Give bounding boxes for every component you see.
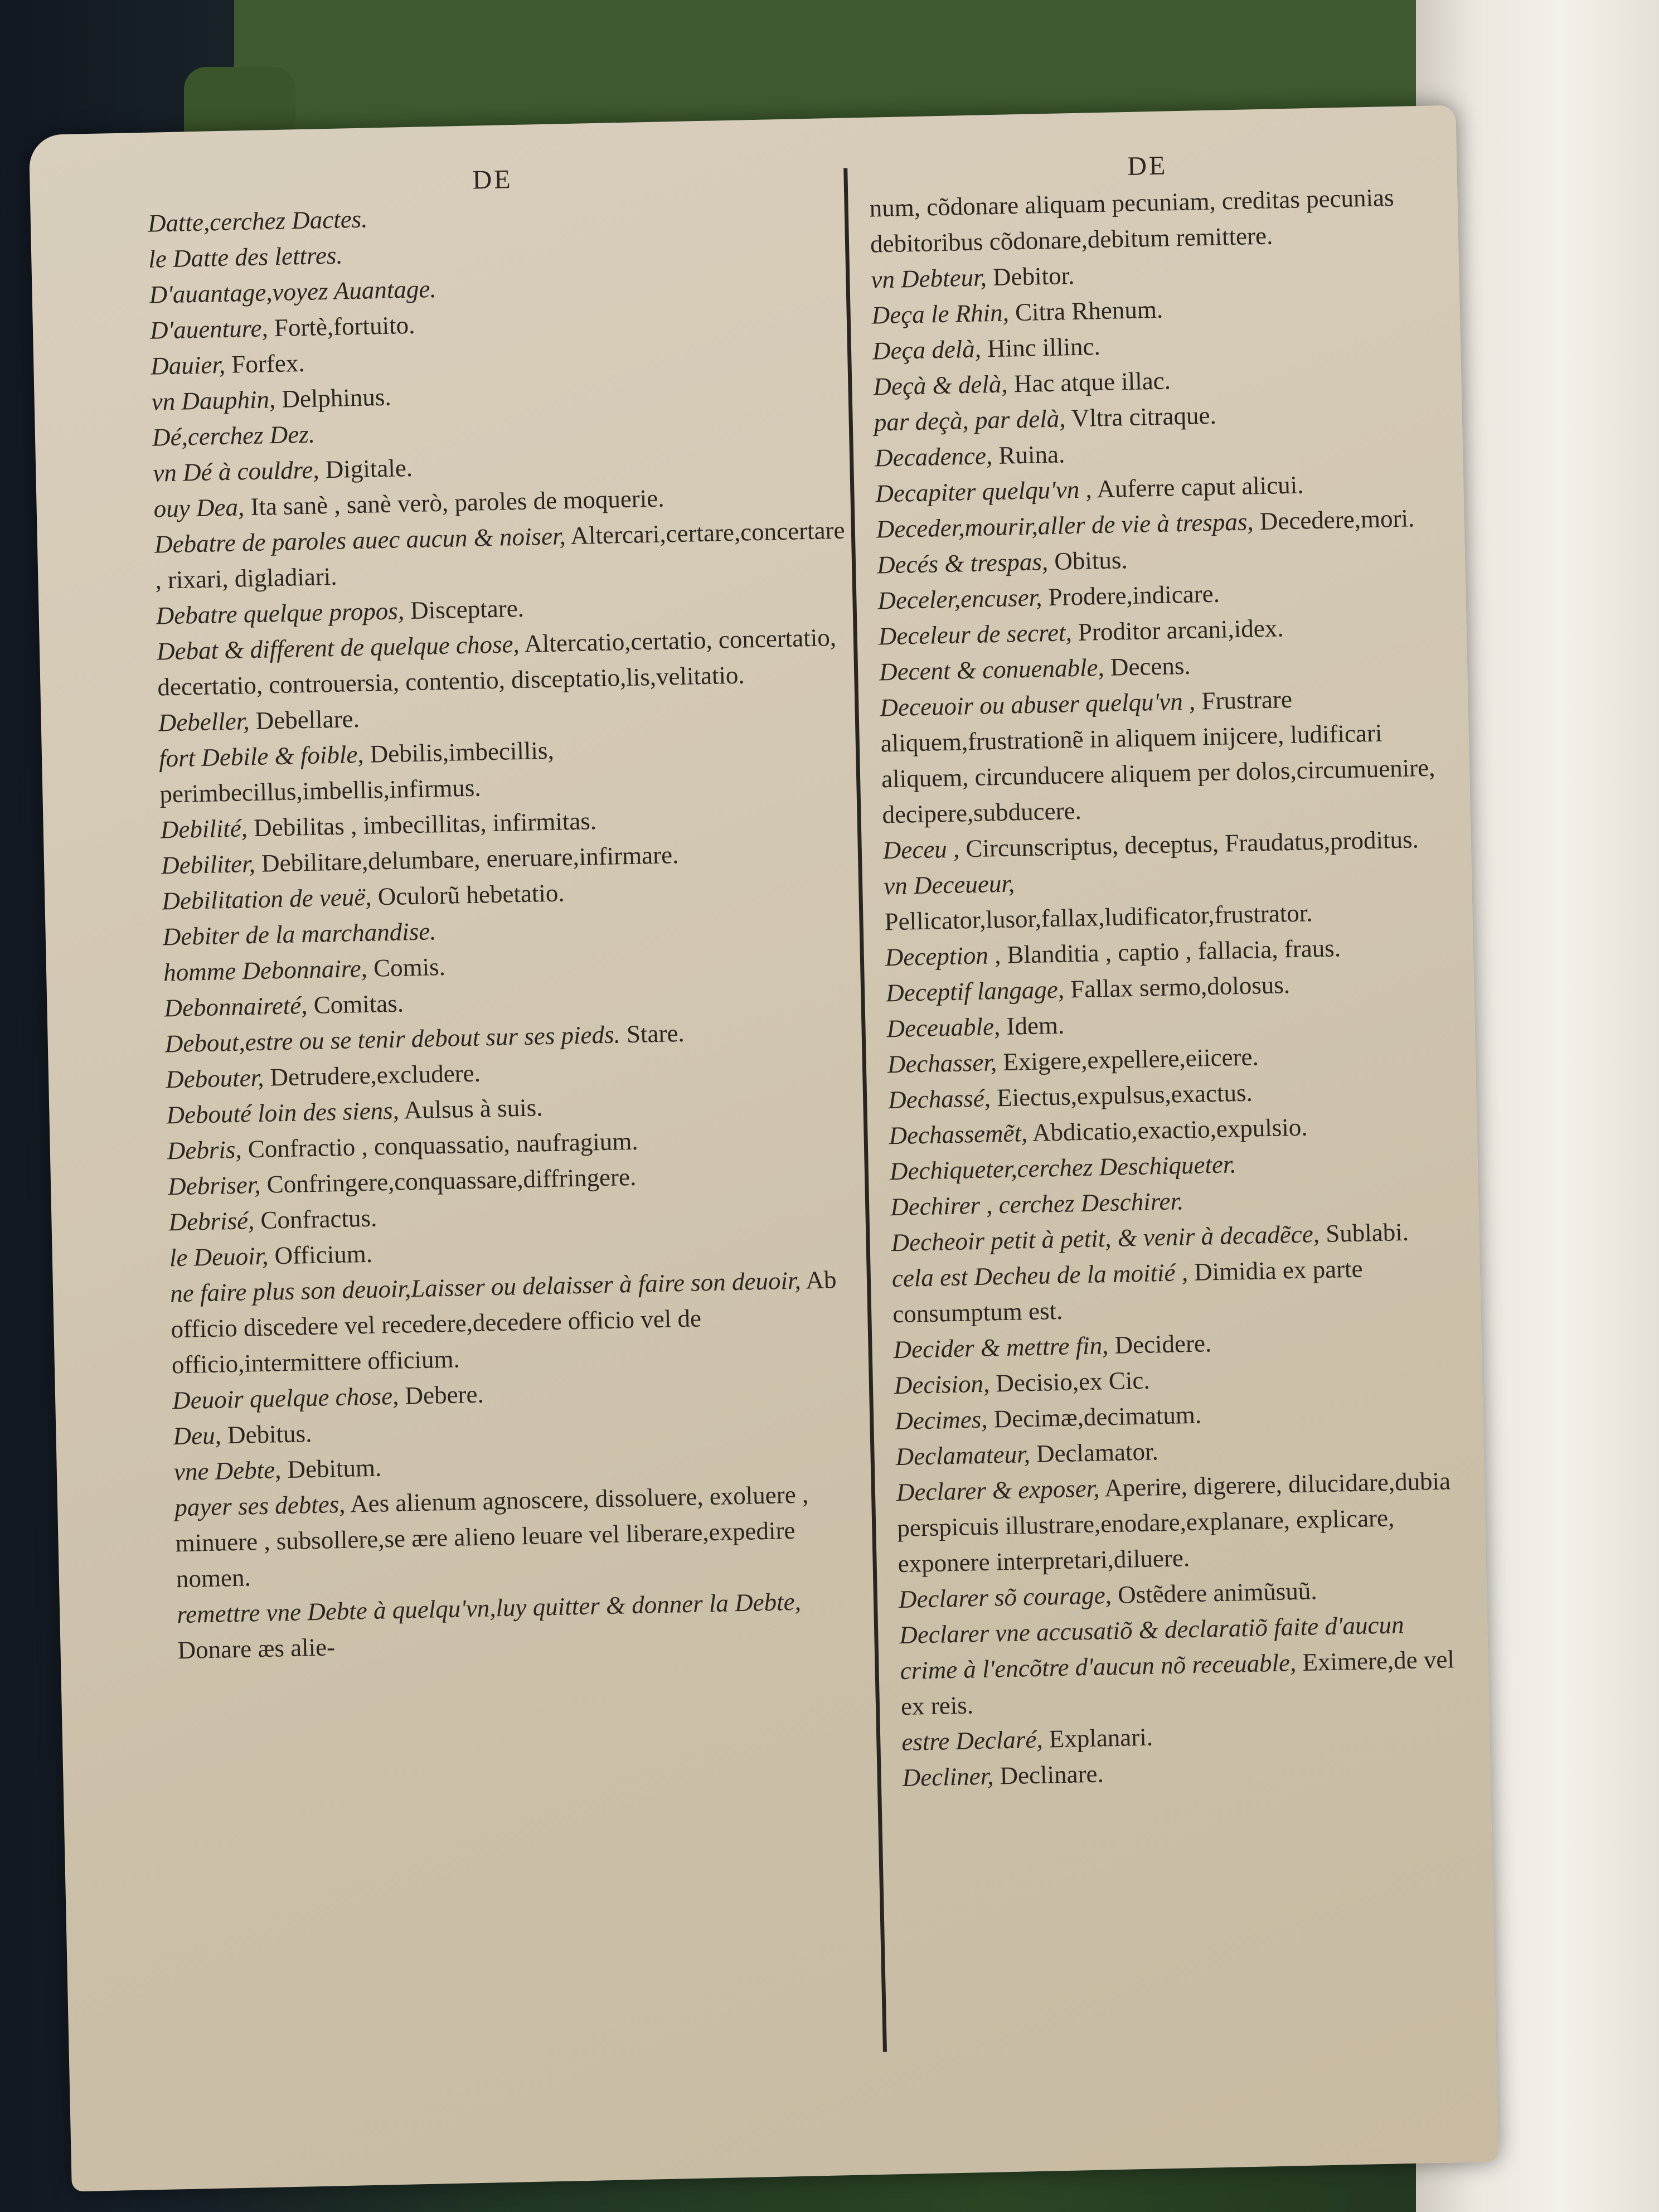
latin-translation: Oculorũ hebetatio.: [371, 879, 565, 911]
latin-translation: Aperire, digerere, dilucidare,dubia perspicuis illustrare,enodare,explanare, explicare, exponere interpretari,diluere.: [896, 1467, 1451, 1578]
latin-translation: Debilis,imbecillis, perimbecillus,imbellis,infirmus.: [159, 736, 555, 808]
french-headword: Debout,estre ou se tenir debout sur ses pieds.: [164, 1020, 621, 1058]
french-headword: estre Declaré,: [901, 1725, 1044, 1757]
left-column: [147, 157, 869, 1668]
french-headword: Deceleur de secret,: [878, 618, 1073, 651]
latin-translation: Ita sanè , sanè verò, paroles de moquerie.: [244, 484, 664, 521]
dictionary-entry: [170, 1261, 864, 1382]
latin-translation: Circunscriptus, deceptus, Fraudatus,proditus.: [959, 825, 1419, 863]
dictionary-entry: [174, 1475, 868, 1597]
latin-translation: Pellicator,lusor,fallax,ludificator,frustrator.: [884, 899, 1313, 936]
french-headword: Debris,: [167, 1135, 242, 1165]
french-headword: fort Debile & foible,: [158, 740, 365, 773]
book-page: [29, 105, 1499, 2192]
latin-translation: Debilitas , imbecillitas, infirmitas.: [247, 807, 597, 842]
latin-translation: Comitas.: [307, 989, 404, 1020]
french-headword: cela est Decheu de la moitié ,: [891, 1258, 1189, 1293]
french-headword: Deceder,mourir,aller de vie à trespas,: [876, 507, 1254, 544]
latin-translation: num, cõdonare aliquam pecuniam, creditas pecunias debitoribus cõdonare,debitum remittere.: [869, 183, 1394, 258]
latin-translation: Decidere.: [1108, 1329, 1212, 1360]
french-headword: Decent & conuenable,: [879, 653, 1105, 686]
french-headword: Declamateur,: [895, 1440, 1031, 1471]
french-headword: Dechirer , cerchez Deschirer.: [890, 1187, 1184, 1221]
french-headword: payer ses debtes,: [174, 1490, 346, 1522]
latin-translation: Auferre caput alicui.: [1092, 470, 1304, 503]
latin-translation: Altercari,certare,concertare , rixari, digladiari.: [154, 516, 845, 594]
french-headword: Debrisé,: [168, 1206, 255, 1236]
latin-translation: Blanditia , captio , fallacia, fraus.: [1000, 934, 1341, 969]
french-headword: le Deuoir,: [169, 1241, 269, 1272]
latin-translation: Debitor.: [986, 261, 1075, 292]
right-column: [869, 145, 1460, 1796]
french-headword: Datte,cerchez Dactes.: [147, 205, 368, 237]
dictionary-entry: [896, 1463, 1456, 1582]
french-headword: Dechiqueter,cerchez Deschiqueter.: [889, 1150, 1237, 1186]
latin-translation: Prodere,indicare.: [1041, 579, 1220, 612]
french-headword: Deuoir quelque chose,: [172, 1381, 399, 1415]
french-headword: Debatre de paroles auec aucun & noiser,: [154, 522, 566, 559]
french-headword: Decimes,: [894, 1405, 988, 1435]
french-headword: Deceuable,: [886, 1012, 1001, 1043]
latin-translation: Ab officio discedere vel recedere,decedere officio vel de officio,intermittere officium.: [171, 1265, 837, 1379]
latin-translation: Stare.: [620, 1018, 685, 1049]
french-headword: Debonnaireté,: [163, 991, 308, 1022]
french-headword: Deception ,: [885, 941, 1001, 972]
dictionary-entry: [880, 678, 1440, 833]
latin-translation: Debilitare,delumbare, eneruare,infirmare.: [255, 841, 679, 877]
latin-translation: Decedere,mori.: [1253, 504, 1415, 536]
latin-translation: Debitus.: [221, 1419, 312, 1449]
dictionary-entry: [891, 1249, 1450, 1332]
latin-translation: Declamator.: [1030, 1437, 1159, 1468]
latin-translation: Donare æs alie-: [177, 1633, 336, 1665]
french-headword: vne Debte,: [173, 1456, 282, 1486]
french-headword: le Datte des lettres.: [148, 241, 343, 273]
latin-translation: Declinare.: [993, 1759, 1104, 1790]
latin-translation: Debellare.: [249, 705, 360, 735]
french-headword: remettre vne Debte à quelqu'vn,luy quitter & donner la Debte,: [176, 1587, 802, 1629]
french-headword: Decision,: [894, 1369, 990, 1400]
left-entries: [147, 191, 869, 1668]
latin-translation: Sublabi.: [1319, 1217, 1409, 1248]
french-headword: Deceu ,: [882, 835, 960, 865]
latin-translation: Idem.: [1000, 1011, 1065, 1041]
latin-translation: Frustrare aliquem,frustrationẽ in aliquem inijcere, ludificari aliquem, circunducere aliquem per dolos,circumuenire, decipere,subducere.: [880, 685, 1435, 829]
dictionary-entry: [869, 179, 1428, 262]
latin-translation: Eximere,de vel ex reis.: [900, 1645, 1455, 1721]
latin-translation: Fortè,fortuito.: [268, 311, 415, 342]
french-headword: Decheoir petit à petit, & venir à decadẽce,: [891, 1220, 1320, 1257]
french-headword: Dechasser,: [887, 1048, 997, 1079]
latin-translation: Obitus.: [1047, 546, 1128, 576]
french-headword: Debilitation de veuë,: [161, 882, 372, 915]
french-headword: Deça le Rhin,: [871, 298, 1010, 329]
dictionary-entry: [158, 726, 851, 812]
latin-translation: Decimæ,decimatum.: [987, 1400, 1202, 1433]
french-headword: Debat & different de quelque chose,: [156, 629, 520, 666]
french-headword: Debatre quelque propos,: [156, 596, 405, 630]
latin-translation: Dimidia ex parte consumptum est.: [892, 1254, 1363, 1328]
latin-translation: Forfex.: [225, 348, 305, 379]
french-headword: vn Dauphin,: [151, 385, 276, 416]
french-headword: Debriser,: [167, 1170, 261, 1201]
latin-translation: Officium.: [268, 1239, 373, 1270]
latin-translation: Proditor arcani,idex.: [1071, 614, 1284, 647]
right-entries: [869, 179, 1460, 1796]
latin-translation: Ostẽdere animũsuũ.: [1111, 1576, 1318, 1609]
latin-translation: Digitale.: [319, 453, 413, 484]
dictionary-entry: [177, 1582, 869, 1668]
french-headword: Decliner,: [902, 1762, 994, 1792]
french-headword: Debilité,: [160, 814, 248, 844]
french-headword: Deceuoir ou abuser quelqu'vn ,: [879, 687, 1196, 722]
latin-translation: Altercatio,certatio, concertatio, decertatio, controuersia, contentio, disceptatio,lis,velitatio.: [157, 623, 837, 701]
latin-translation: Debitum.: [280, 1453, 382, 1484]
french-headword: Debeller,: [158, 707, 250, 737]
french-headword: Debiter de la marchandise.: [162, 917, 436, 951]
dictionary-entry: [154, 512, 846, 598]
latin-translation: Exigere,expellere,eiicere.: [996, 1042, 1259, 1076]
french-headword: ne faire plus son deuoir,Laisser ou delaisser à faire son deuoir,: [169, 1266, 802, 1308]
latin-translation: Decisio,ex Cic.: [989, 1366, 1151, 1398]
french-headword: D'auantage,voyez Auantage.: [149, 274, 437, 309]
french-headword: ouy Dea,: [153, 493, 245, 523]
french-headword: Deçà & delà,: [872, 370, 1008, 401]
latin-translation: Confringere,conquassare,diffringere.: [260, 1162, 637, 1199]
latin-translation: Fallax sermo,dolosus.: [1064, 971, 1291, 1003]
french-headword: vn Dé à couldre,: [152, 455, 320, 487]
latin-translation: Hinc illinc.: [981, 332, 1101, 363]
french-headword: Decadence,: [874, 442, 993, 472]
french-headword: Decider & mettre fin,: [893, 1331, 1109, 1364]
french-headword: Deça delà,: [872, 334, 982, 365]
latin-translation: Explanari.: [1042, 1723, 1153, 1753]
latin-translation: Hac atque illac.: [1007, 366, 1171, 398]
french-headword: Deceler,encuser,: [877, 583, 1042, 615]
dictionary-entry: [884, 856, 1442, 939]
latin-translation: Ruina.: [992, 440, 1065, 470]
french-headword: Dauier,: [150, 350, 226, 380]
french-headword: Dechassemẽt,: [889, 1119, 1028, 1150]
latin-translation: Debere.: [398, 1380, 484, 1410]
french-headword: Dé,cerchez Dez.: [152, 420, 316, 452]
latin-translation: Eiectus,expulsus,exactus.: [990, 1078, 1253, 1112]
french-headword: vn Debteur,: [870, 263, 987, 294]
latin-translation: Aes alienum agnoscere, dissoluere, exoluere , minuere , subsollere,se ære alieno leuare vel liberare,expedire nomen.: [175, 1480, 809, 1593]
left-column-header: DE: [472, 164, 513, 195]
right-column-header: DE: [1127, 151, 1168, 181]
latin-translation: Detrudere,excludere.: [263, 1059, 481, 1092]
french-headword: Declarer & exposer,: [896, 1474, 1100, 1507]
latin-translation: Confractus.: [254, 1204, 377, 1235]
latin-translation: Comis.: [367, 952, 446, 982]
latin-translation: Citra Rhenum.: [1008, 295, 1163, 327]
latin-translation: Aulsus à suis.: [399, 1093, 543, 1124]
french-headword: Declarer vne accusatiõ & declaratiõ faite d'aucun crime à l'encõtre d'aucun nõ receuable,: [899, 1611, 1404, 1685]
latin-translation: Delphinus.: [275, 382, 392, 414]
french-headword: par deçà, par delà,: [874, 404, 1066, 436]
french-headword: Dechassé,: [887, 1084, 991, 1114]
french-headword: vn Deceueur,: [883, 869, 1015, 900]
french-headword: homme Debonnaire,: [163, 954, 368, 987]
french-headword: Decapiter quelqu'vn ,: [875, 475, 1093, 508]
latin-translation: Disceptare.: [404, 594, 525, 625]
french-headword: Debouter,: [165, 1063, 264, 1094]
dictionary-entry: [156, 619, 848, 705]
latin-translation: Decens.: [1104, 651, 1191, 682]
dictionary-entry: [899, 1605, 1459, 1724]
latin-translation: Vltra citraque.: [1065, 401, 1217, 433]
latin-translation: Abdicatio,exactio,expulsio.: [1027, 1113, 1308, 1147]
french-headword: Deceptif langage,: [885, 975, 1065, 1007]
french-headword: Debouté loin des siens,: [166, 1096, 400, 1129]
latin-translation: Confractio , conquassatio, naufragium.: [241, 1127, 639, 1163]
french-headword: D'auenture,: [149, 314, 269, 345]
french-headword: Declarer sõ courage,: [898, 1581, 1112, 1614]
french-headword: Decés & trespas,: [876, 547, 1049, 579]
french-headword: Debiliter,: [161, 849, 256, 880]
french-headword: Deu,: [173, 1421, 222, 1451]
